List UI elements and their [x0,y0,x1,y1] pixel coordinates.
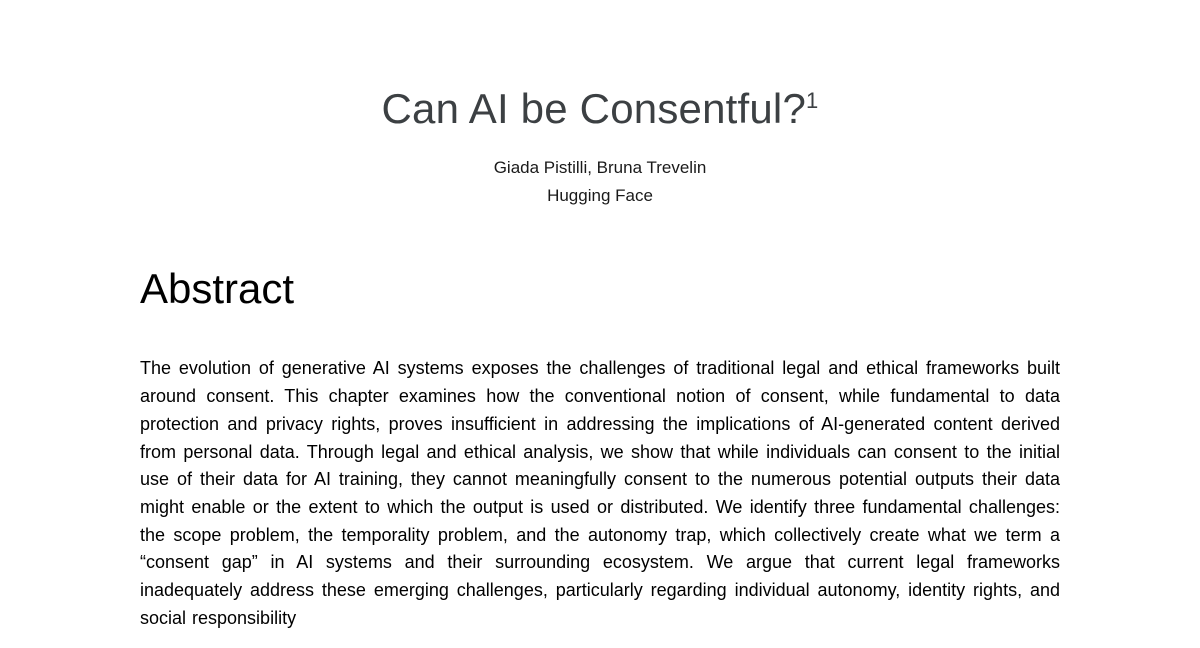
abstract-paragraph: The evolution of generative AI systems exposes the challenges of traditional legal and ethical frameworks built around consent. This chapter examines how the conventional notion of consent, while fundamental to data protection and privacy rights, proves insufficient in addressing the implications of AI-generated content derived from personal data. Through legal and ethical analysis, we show that while individuals can consent to the initial use of their data for AI training, they cannot meaningfully consent to the numerous potential outputs their data might enable or the extent to which the output is used or distributed. We identify three fundamental challenges: the scope problem, the temporality problem, and the autonomy trap, which collectively create what we term a “consent gap” in AI systems and their surrounding ecosystem. We argue that current legal frameworks inadequately address these emerging challenges, particularly regarding individual autonomy, identity rights, and social responsibility [140,358,1060,628]
paper-title-text: Can AI be Consentful? [381,85,807,132]
byline [140,154,1060,210]
title-footnote-marker: 1 [806,88,819,113]
document-page [140,0,1060,632]
affiliation-line: Hugging Face [547,186,653,206]
authors-line: Giada Pistilli, Bruna Trevelin [493,158,707,178]
paper-title [140,84,1060,134]
abstract-heading: Abstract [140,265,295,313]
